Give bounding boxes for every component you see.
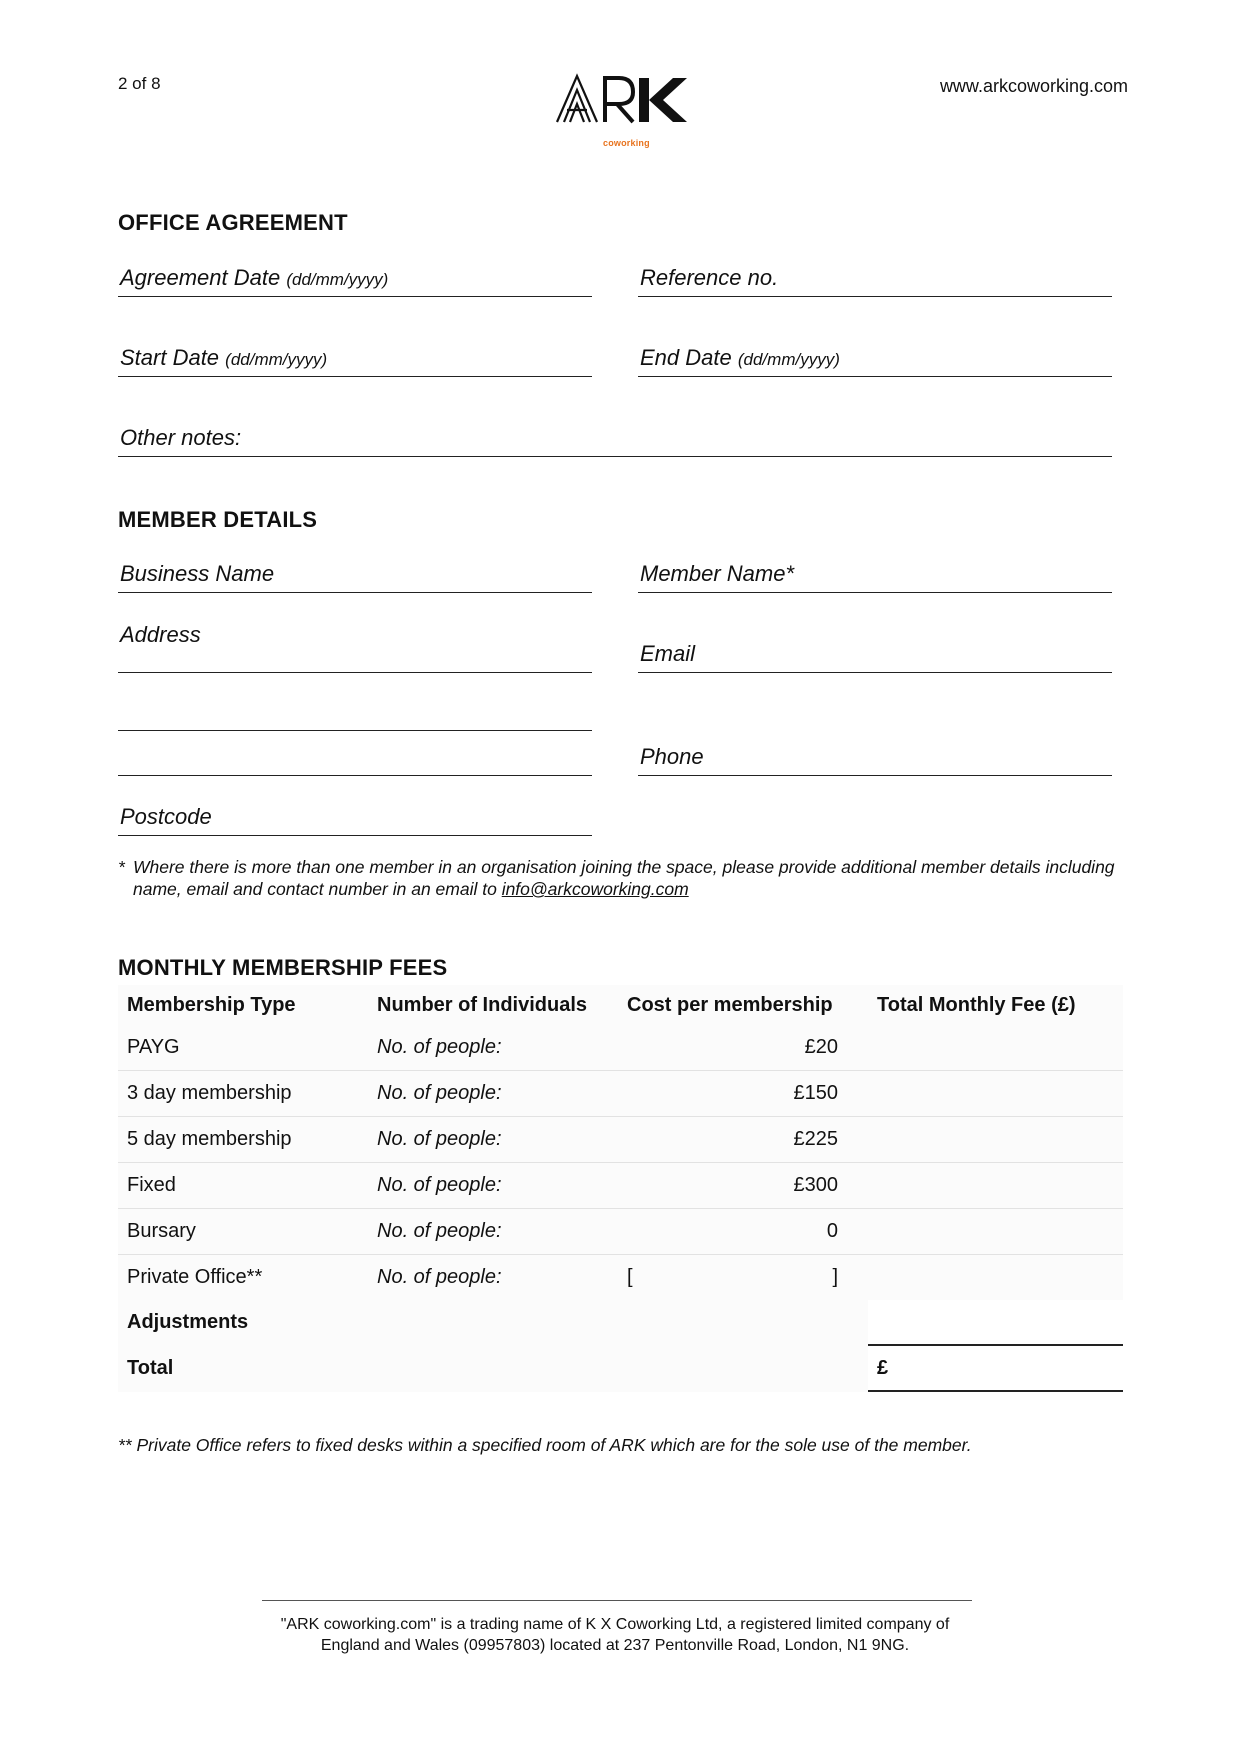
adjustments-input[interactable] bbox=[868, 1300, 1123, 1345]
member-name-field[interactable] bbox=[638, 558, 1112, 593]
business-name-label: Business Name bbox=[120, 561, 275, 586]
legal-footer bbox=[190, 1614, 1040, 1656]
total-fee-cell[interactable] bbox=[868, 1163, 1123, 1209]
footer-line-1: "ARK coworking.com" is a trading name of K X Coworking Ltd, a registered limited company of bbox=[280, 1616, 950, 1633]
fees-title: MONTHLY MEMBERSHIP FEES bbox=[118, 955, 448, 980]
footer-line-2: England and Wales (09957803) located at 237 Pentonville Road, London, N1 9NG. bbox=[320, 1637, 910, 1654]
ark-logo bbox=[555, 70, 695, 160]
cost-value: £20 bbox=[804, 1036, 838, 1058]
membership-type: 3 day membership bbox=[118, 1071, 368, 1117]
membership-type: 5 day membership bbox=[118, 1117, 368, 1163]
col-total-monthly-fee: Total Monthly Fee (£) bbox=[877, 993, 1076, 1016]
total-fee-cell[interactable] bbox=[868, 1025, 1123, 1071]
table-row bbox=[118, 1255, 1123, 1301]
reference-no-field[interactable] bbox=[638, 262, 1112, 297]
footer-divider bbox=[262, 1600, 972, 1601]
table-row bbox=[118, 1117, 1123, 1163]
agreement-date-field[interactable] bbox=[118, 262, 592, 297]
start-date-field[interactable] bbox=[118, 342, 592, 377]
people-input[interactable]: No. of people: bbox=[368, 1071, 618, 1117]
total-fee-cell[interactable] bbox=[868, 1117, 1123, 1163]
people-input[interactable]: No. of people: bbox=[368, 1209, 618, 1255]
col-cost-per-membership: Cost per membership bbox=[627, 993, 833, 1016]
membership-type: PAYG bbox=[127, 1036, 180, 1058]
phone-label: Phone bbox=[640, 744, 704, 769]
table-row bbox=[118, 1071, 1123, 1117]
bracket-open: [ bbox=[627, 1266, 633, 1288]
end-date-field[interactable] bbox=[638, 342, 1112, 377]
address-line-2[interactable] bbox=[118, 730, 592, 731]
total-fee-cell[interactable] bbox=[868, 1071, 1123, 1117]
cost-value: 0 bbox=[618, 1209, 868, 1255]
cost-value: £225 bbox=[618, 1117, 868, 1163]
business-name-field[interactable] bbox=[118, 558, 592, 593]
total-fee-cell[interactable] bbox=[868, 1209, 1123, 1255]
fees-table bbox=[118, 985, 1123, 1392]
address-label: Address bbox=[120, 622, 201, 647]
private-office-footnote: ** Private Office refers to fixed desks within a specified room of ARK which are for the sole use of the member. bbox=[118, 1435, 972, 1455]
people-input[interactable]: No. of people: bbox=[368, 1117, 618, 1163]
adjustments-row bbox=[118, 1300, 1123, 1345]
logo-subtext: coworking bbox=[603, 138, 650, 148]
email-field[interactable] bbox=[638, 638, 1112, 673]
website-url[interactable]: www.arkcoworking.com bbox=[939, 76, 1128, 96]
people-input[interactable]: No. of people: bbox=[368, 1255, 618, 1301]
table-row bbox=[118, 1163, 1123, 1209]
email-label: Email bbox=[640, 641, 696, 666]
postcode-field[interactable] bbox=[118, 801, 592, 836]
total-label: Total bbox=[127, 1356, 174, 1379]
table-row bbox=[118, 1209, 1123, 1255]
membership-type: Bursary bbox=[118, 1209, 368, 1255]
reference-no-label: Reference no. bbox=[640, 265, 779, 290]
col-membership-type: Membership Type bbox=[127, 993, 296, 1016]
start-date-label: Start Date (dd/mm/yyyy) bbox=[120, 345, 328, 370]
total-currency: £ bbox=[877, 1356, 889, 1379]
membership-type: Fixed bbox=[118, 1163, 368, 1209]
people-input[interactable]: No. of people: bbox=[368, 1163, 618, 1209]
other-notes-label: Other notes: bbox=[120, 425, 242, 450]
bracket-close: ] bbox=[832, 1266, 838, 1288]
member-note bbox=[118, 856, 1118, 900]
col-number-individuals: Number of Individuals bbox=[377, 993, 588, 1016]
address-field[interactable] bbox=[118, 600, 592, 673]
end-date-label: End Date (dd/mm/yyyy) bbox=[640, 345, 840, 370]
total-row bbox=[118, 1345, 1123, 1391]
ark-logo-mark bbox=[555, 70, 695, 130]
fees-header-row bbox=[118, 985, 1123, 1025]
postcode-label: Postcode bbox=[120, 804, 212, 829]
member-name-label: Member Name* bbox=[640, 561, 795, 586]
adjustments-label: Adjustments bbox=[127, 1311, 249, 1333]
other-notes-field[interactable] bbox=[118, 422, 1112, 457]
table-row bbox=[118, 1025, 1123, 1071]
total-fee-cell[interactable] bbox=[868, 1255, 1123, 1301]
address-line-3[interactable] bbox=[118, 775, 592, 776]
agreement-date-label: Agreement Date (dd/mm/yyyy) bbox=[120, 265, 389, 290]
total-input[interactable] bbox=[868, 1345, 1123, 1391]
membership-type: Private Office** bbox=[118, 1255, 368, 1301]
info-email-link[interactable]: info@arkcoworking.com bbox=[501, 879, 689, 899]
people-input[interactable]: No. of people: bbox=[377, 1036, 502, 1058]
note-asterisk: * bbox=[118, 857, 125, 877]
phone-field[interactable] bbox=[638, 741, 1112, 776]
page-number: 2 of 8 bbox=[118, 74, 161, 93]
cost-value: £150 bbox=[618, 1071, 868, 1117]
note-text: Where there is more than one member in an organisation joining the space, please provide additional member details including name, email and contact number in an email to info@arkcoworking.com bbox=[133, 857, 1115, 899]
cost-value: £300 bbox=[618, 1163, 868, 1209]
private-office-cost-field[interactable] bbox=[618, 1255, 868, 1301]
office-agreement-title: OFFICE AGREEMENT bbox=[118, 210, 348, 235]
member-details-title: MEMBER DETAILS bbox=[118, 507, 318, 532]
